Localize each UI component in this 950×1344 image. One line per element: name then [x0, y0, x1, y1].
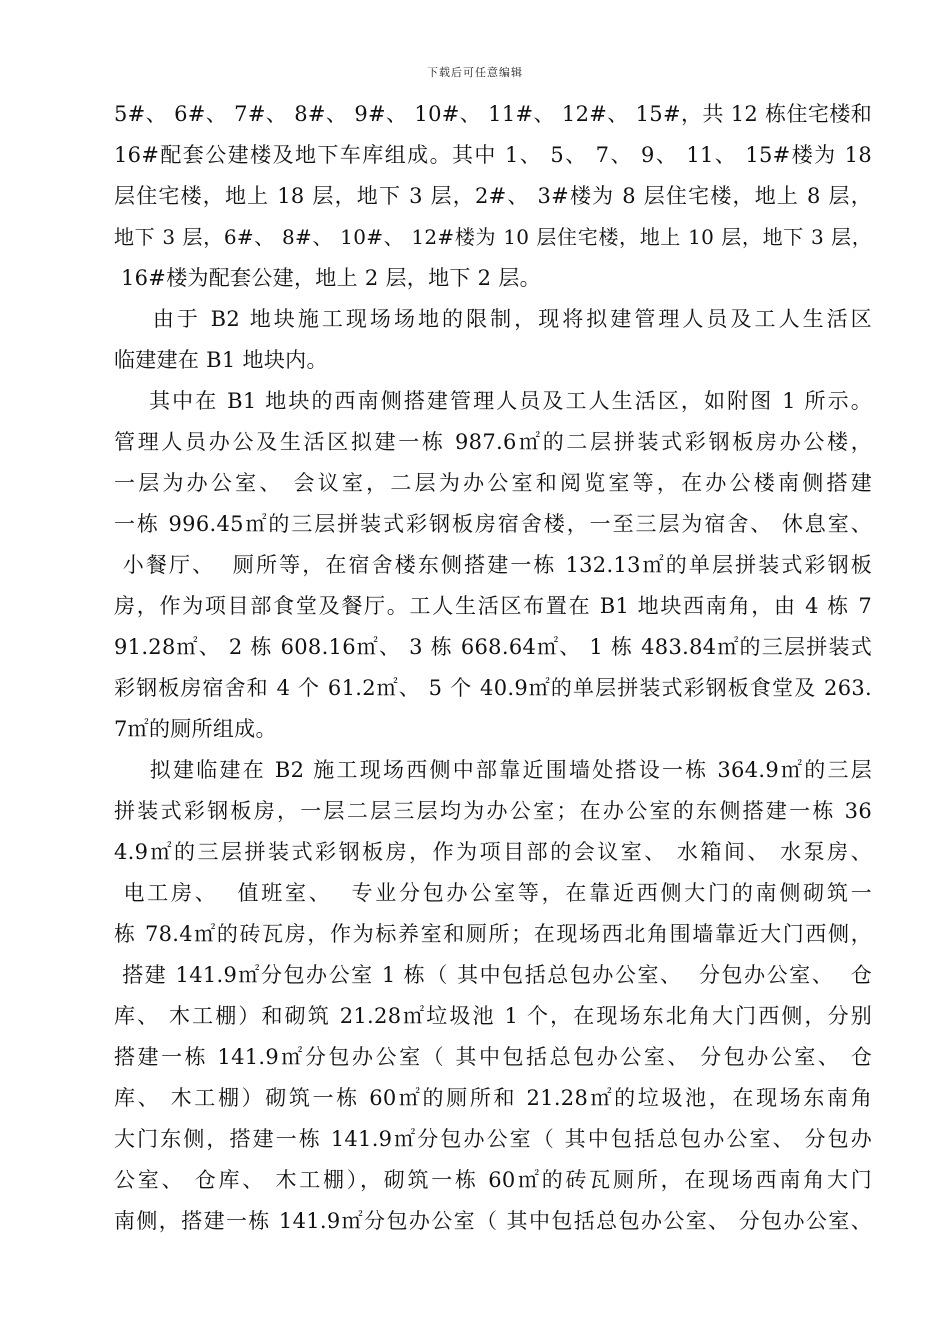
text-line: 公室、 仓库、 木工棚），砌筑一栋 60㎡的砖瓦厕所，在现场西南角大门	[114, 1168, 872, 1192]
paragraph-b2-temporary-buildings	[114, 750, 872, 1242]
text-line: 小餐厅、 厕所等，在宿舍楼东侧搭建一栋 132.13㎡的单层拼装式彩钢板	[114, 553, 872, 577]
page-header: 下载后可任意编辑	[427, 66, 523, 79]
text-line: 91.28㎡、 2 栋 608.16㎡、 3 栋 668.64㎡、 1 栋 483.84㎡的三层拼装式	[114, 635, 872, 659]
paragraph-site-limitation	[114, 299, 872, 381]
text-line: 库、 木工棚）和砌筑 21.28㎡垃圾池 1 个，在现场东北角大门西侧，分别	[114, 1004, 872, 1028]
text-line: 拼装式彩钢板房，一层二层三层均为办公室；在办公室的东侧搭建一栋 36	[114, 799, 872, 823]
text-line: 临建建在 B1 地块内。	[114, 348, 328, 372]
text-line: 栋 78.4㎡的砖瓦房，作为标养室和厕所；在现场西北角围墙靠近大门西侧，	[114, 922, 872, 946]
text-line: 层住宅楼，地上 18 层，地下 3 层，2#、 3#楼为 8 层住宅楼，地上 8 层，	[114, 184, 872, 208]
text-line: 一层为办公室、 会议室，二层为办公室和阅览室等，在办公楼南侧搭建	[114, 471, 872, 495]
text-line: 管理人员办公及生活区拟建一栋 987.6㎡的二层拼装式彩钢板房办公楼，	[114, 430, 872, 454]
text-line: 大门东侧，搭建一栋 141.9㎡分包办公室（ 其中包括总包办公室、 分包办	[114, 1127, 872, 1151]
text-line: 搭建一栋 141.9㎡分包办公室（ 其中包括总包办公室、 分包办公室、 仓	[114, 1045, 872, 1069]
text-line: 4.9㎡的三层拼装式彩钢板房，作为项目部的会议室、 水箱间、 水泵房、	[114, 840, 872, 864]
text-line: 16#配套公建楼及地下车库组成。其中 1、 5、 7、 9、 11、 15#楼为 18	[114, 143, 872, 167]
paragraph-building-list	[114, 94, 872, 299]
text-line: 其中在 B1 地块的西南侧搭建管理人员及工人生活区，如附图 1 所示。	[114, 389, 872, 413]
text-line: 由于 B2 地块施工现场场地的限制，现将拟建管理人员及工人生活区	[114, 307, 872, 331]
text-line: 库、 木工棚）砌筑一栋 60㎡的厕所和 21.28㎡的垃圾池，在现场东南角	[114, 1086, 872, 1110]
paragraph-b1-living-area	[114, 381, 872, 750]
text-line: 房，作为项目部食堂及餐厅。工人生活区布置在 B1 地块西南角，由 4 栋 7	[114, 594, 872, 618]
text-line: 5#、 6#、 7#、 8#、 9#、 10#、 11#、 12#、 15#，共 12 栋住宅楼和	[114, 102, 872, 126]
text-line: 搭建 141.9㎡分包办公室 1 栋（ 其中包括总包办公室、 分包办公室、 仓	[114, 963, 872, 987]
text-line: 地下 3 层，6#、 8#、 10#、 12#楼为 10 层住宅楼，地上 10 层，地下 3 层，	[114, 225, 872, 249]
text-line: 南侧，搭建一栋 141.9㎡分包办公室（ 其中包括总包办公室、 分包办公室、	[114, 1209, 872, 1233]
text-line: 16#楼为配套公建，地上 2 层，地下 2 层。	[114, 266, 541, 290]
text-line: 7㎡的厕所组成。	[114, 717, 277, 741]
text-line: 电工房、 值班室、 专业分包办公室等，在靠近西侧大门的南侧砌筑一	[114, 881, 872, 905]
text-line: 一栋 996.45㎡的三层拼装式彩钢板房宿舍楼，一至三层为宿舍、 休息室、	[114, 512, 872, 536]
document-body	[114, 94, 872, 1242]
text-line: 彩钢板房宿舍和 4 个 61.2㎡、 5 个 40.9㎡的单层拼装式彩钢板食堂及 263.	[114, 676, 872, 700]
text-line: 拟建临建在 B2 施工现场西侧中部靠近围墙处搭设一栋 364.9㎡的三层	[114, 758, 872, 782]
